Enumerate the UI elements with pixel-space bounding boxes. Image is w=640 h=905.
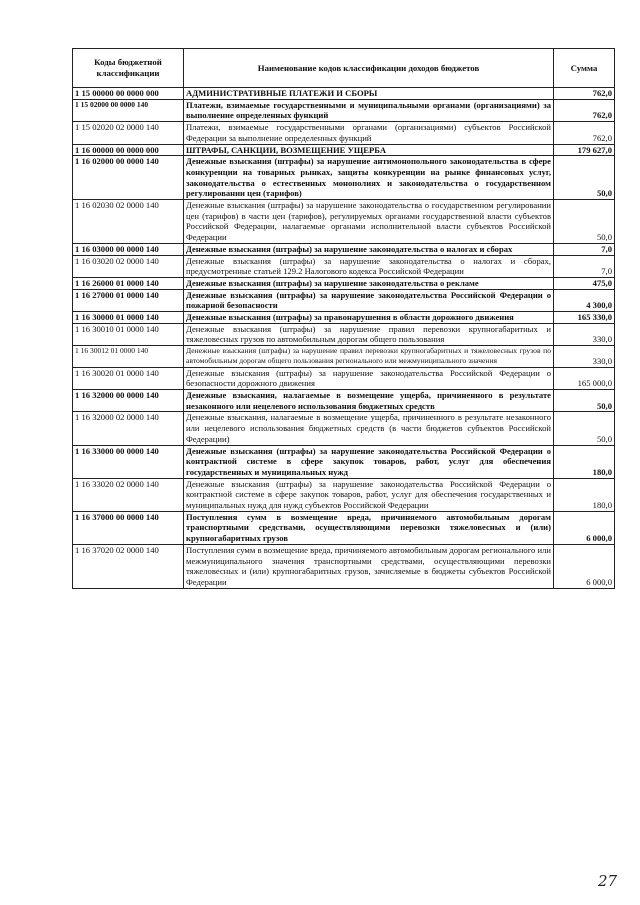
row-code: 1 16 30012 01 0000 140 (73, 346, 184, 367)
row-code: 1 16 32000 02 0000 140 (73, 412, 184, 445)
budget-classification-table (72, 48, 615, 589)
row-code: 1 15 02020 02 0000 140 (73, 122, 184, 144)
row-name: Денежные взыскания (штрафы) за нарушение правил перевозки крупногабаритных и тяжеловесных грузов по автомобильным дорогам общего пользования (184, 323, 554, 345)
table-row (73, 99, 615, 121)
row-sum: 762,0 (554, 88, 615, 100)
row-code: 1 16 30000 01 0000 140 (73, 312, 184, 324)
row-sum: 330,0 (554, 323, 615, 345)
table-row (73, 511, 615, 544)
row-sum: 180,0 (554, 478, 615, 511)
row-code: 1 16 02000 00 0000 140 (73, 156, 184, 200)
row-name: ШТРАФЫ, САНКЦИИ, ВОЗМЕЩЕНИЕ УЩЕРБА (184, 144, 554, 156)
row-name: Денежные взыскания (штрафы) за нарушение законодательства Российской Федерации о пожарной безопасности (184, 289, 554, 311)
table-row (73, 122, 615, 144)
row-name: Денежные взыскания (штрафы) за нарушение законодательства Российской Федерации о безопасности дорожного движения (184, 367, 554, 389)
table-row (73, 243, 615, 255)
row-code: 1 16 32000 00 0000 140 (73, 389, 184, 411)
table-row (73, 156, 615, 200)
row-name: Денежные взыскания (штрафы) за нарушение законодательства о налогах и сборах, предусмотренные статьей 129.2 Налогового кодекса Российской Федерации (184, 255, 554, 277)
table-row (73, 312, 615, 324)
row-name: Денежные взыскания (штрафы) за правонарушения в области дорожного движения (184, 312, 554, 324)
row-sum: 180,0 (554, 445, 615, 478)
table-row (73, 200, 615, 244)
table-header-row (73, 49, 615, 88)
row-name: Платежи, взимаемые государственными органами (организациями) субъектов Российской Федерации за выполнение определенных функций (184, 122, 554, 144)
row-code: 1 16 26000 01 0000 140 (73, 277, 184, 289)
row-code: 1 16 03020 02 0000 140 (73, 255, 184, 277)
row-sum: 7,0 (554, 243, 615, 255)
table-row (73, 323, 615, 345)
table-row (73, 445, 615, 478)
row-name: Денежные взыскания (штрафы) за нарушение законодательства Российской Федерации о контрактной системе в сфере закупок товаров, работ, услуг для обеспечения государственных и муниципальных нужд для нужд субъектов Российской Федерации (184, 478, 554, 511)
row-name: Денежные взыскания, налагаемые в возмещение ущерба, причиненного в результате незаконного или нецелевого использования бюджетных средств (в части бюджетов субъектов Российской Федерации) (184, 412, 554, 445)
row-code: 1 15 00000 00 0000 000 (73, 88, 184, 100)
row-code: 1 16 27000 01 0000 140 (73, 289, 184, 311)
row-code: 1 16 37020 02 0000 140 (73, 544, 184, 588)
table-row (73, 289, 615, 311)
row-sum: 6 000,0 (554, 511, 615, 544)
row-name: Денежные взыскания, налагаемые в возмещение ущерба, причиненного в результате незаконного или нецелевого использования бюджетных средств (184, 389, 554, 411)
row-sum: 7,0 (554, 255, 615, 277)
row-sum: 4 300,0 (554, 289, 615, 311)
row-name: Денежные взыскания (штрафы) за нарушение законодательства Российской Федерации о контрактной системе в сфере закупок товаров, работ, услуг для обеспечения государственных и муниципальных нужд (184, 445, 554, 478)
row-name: АДМИНИСТРАТИВНЫЕ ПЛАТЕЖИ И СБОРЫ (184, 88, 554, 100)
row-code: 1 16 02030 02 0000 140 (73, 200, 184, 244)
row-code: 1 16 00000 00 0000 000 (73, 144, 184, 156)
row-code: 1 16 30020 01 0000 140 (73, 367, 184, 389)
table-body (73, 88, 615, 589)
row-name: Денежные взыскания (штрафы) за нарушение правил перевозки крупногабаритных и тяжеловесных грузов по автомобильным дорогам общего пользования регионального или межмуниципального значения (184, 346, 554, 367)
header-code: Коды бюджетной классификации (73, 49, 184, 88)
row-sum: 50,0 (554, 156, 615, 200)
table-row (73, 277, 615, 289)
row-code: 1 16 03000 00 0000 140 (73, 243, 184, 255)
row-sum: 762,0 (554, 122, 615, 144)
row-name: Денежные взыскания (штрафы) за нарушение законодательства о рекламе (184, 277, 554, 289)
row-code: 1 16 37000 00 0000 140 (73, 511, 184, 544)
table-row (73, 544, 615, 588)
row-sum: 330,0 (554, 346, 615, 367)
row-name: Платежи, взимаемые государственными и муниципальными органами (организациями) за выполнение определенных функций (184, 99, 554, 121)
row-code: 1 16 33000 00 0000 140 (73, 445, 184, 478)
row-name: Денежные взыскания (штрафы) за нарушение антимонопольного законодательства в сфере конкуренции на товарных рынках, защиты конкуренции на рынке финансовых услуг, законодательства о естественных монополиях и законодательства о государственном регулировании цен (тарифов) (184, 156, 554, 200)
row-sum: 475,0 (554, 277, 615, 289)
row-code: 1 16 30010 01 0000 140 (73, 323, 184, 345)
table-row (73, 255, 615, 277)
row-sum: 50,0 (554, 412, 615, 445)
header-name: Наименование кодов классификации доходов бюджетов (184, 49, 554, 88)
table-row (73, 367, 615, 389)
row-sum: 6 000,0 (554, 544, 615, 588)
row-code: 1 15 02000 00 0000 140 (73, 99, 184, 121)
page-number: 27 (598, 872, 618, 890)
row-name: Поступления сумм в возмещение вреда, причиняемого автомобильным дорогам регионального или межмуниципального значения транспортными средствами, осуществляющими перевозки тяжеловесных и (или) крупногабаритных грузов, зачисляемые в бюджеты субъектов Российской Федерации (184, 544, 554, 588)
row-code: 1 16 33020 02 0000 140 (73, 478, 184, 511)
document-page (72, 48, 614, 589)
table-row (73, 144, 615, 156)
header-sum: Сумма (554, 49, 615, 88)
row-sum: 762,0 (554, 99, 615, 121)
row-sum: 179 627,0 (554, 144, 615, 156)
table-row (73, 478, 615, 511)
row-sum: 165 000,0 (554, 367, 615, 389)
table-row (73, 88, 615, 100)
row-name: Денежные взыскания (штрафы) за нарушение законодательства о государственном регулировании цен (тарифов) в части цен (тарифов), регулируемых органами государственной власти субъектов Российской Федерации, налагаемые органами исполнительной власти субъектов Российской Федерации (184, 200, 554, 244)
row-sum: 165 330,0 (554, 312, 615, 324)
row-sum: 50,0 (554, 389, 615, 411)
row-name: Денежные взыскания (штрафы) за нарушение законодательства о налогах и сборах (184, 243, 554, 255)
table-row (73, 346, 615, 367)
row-sum: 50,0 (554, 200, 615, 244)
table-row (73, 412, 615, 445)
row-name: Поступления сумм в возмещение вреда, причиняемого автомобильным дорогам транспортными средствами, осуществляющими перевозки тяжеловесных и (или) крупногабаритных грузов (184, 511, 554, 544)
table-row (73, 389, 615, 411)
